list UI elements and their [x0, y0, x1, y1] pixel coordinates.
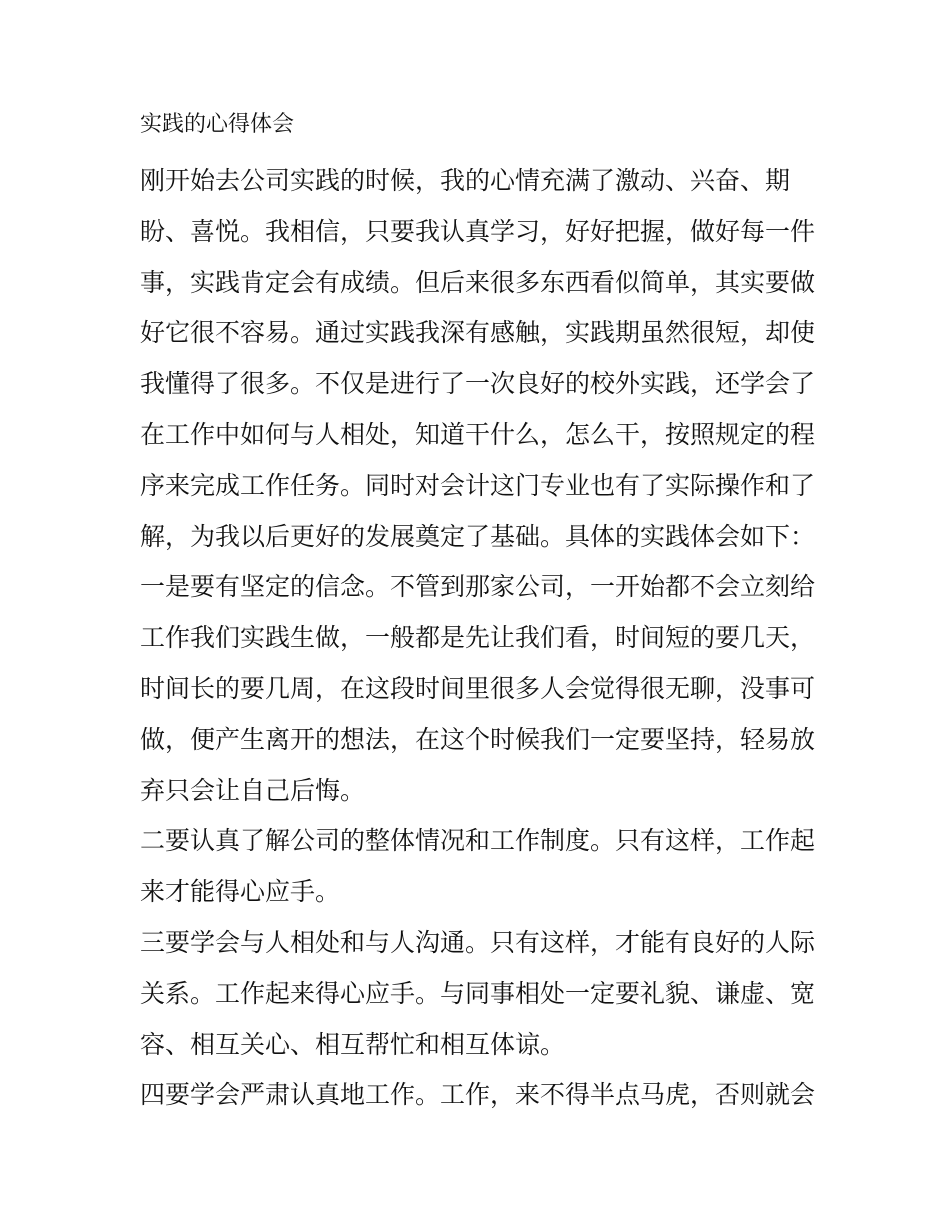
text-line: 关系。工作起来得心应手。与同事相处一定要礼貌、谦虚、宽 — [140, 978, 816, 1008]
text-line: 序来完成工作任务。同时对会计这门专业也有了实际操作和了 — [140, 470, 816, 500]
text-line: 容、相互关心、相互帮忙和相互体谅。 — [140, 1029, 566, 1059]
text-line: 解，为我以后更好的发展奠定了基础。具体的实践体会如下： — [140, 521, 816, 551]
text-line: 好它很不容易。通过实践我深有感触，实践期虽然很短，却使 — [140, 318, 816, 348]
text-line: 盼、喜悦。我相信，只要我认真学习，好好把握，做好每一件 — [140, 216, 816, 246]
paragraph-point-four — [140, 1070, 820, 1121]
paragraph-point-one — [140, 562, 820, 816]
paragraph-point-two — [140, 816, 820, 918]
text-line: 我懂得了很多。不仅是进行了一次良好的校外实践，还学会了 — [140, 369, 816, 399]
text-line: 做，便产生离开的想法，在这个时候我们一定要坚持，轻易放 — [140, 724, 816, 754]
text-line: 事，实践肯定会有成绩。但后来很多东西看似简单，其实要做 — [140, 267, 816, 297]
document-body — [140, 108, 820, 1121]
text-line: 弃只会让自己后悔。 — [140, 775, 366, 805]
text-line: 刚开始去公司实践的时候，我的心情充满了激动、兴奋、期 — [140, 166, 791, 195]
text-line: 在工作中如何与人相处，知道干什么，怎么干，按照规定的程 — [140, 419, 816, 449]
document-title: 实践的心得体会 — [140, 112, 295, 137]
paragraph-point-three — [140, 918, 820, 1070]
text-line: 三要学会与人相处和与人沟通。只有这样，才能有良好的人际 — [140, 927, 816, 957]
text-line: 二要认真了解公司的整体情况和工作制度。只有这样，工作起 — [140, 826, 816, 856]
text-line: 一是要有坚定的信念。不管到那家公司，一开始都不会立刻给 — [140, 572, 816, 602]
text-line: 时间长的要几周，在这段时间里很多人会觉得很无聊，没事可 — [140, 673, 816, 703]
text-line: 来才能得心应手。 — [140, 877, 341, 907]
text-line: 工作我们实践生做，一般都是先让我们看，时间短的要几天， — [140, 623, 816, 653]
text-line: 四要学会严肃认真地工作。工作，来不得半点马虎，否则就会 — [140, 1080, 816, 1110]
paragraph-intro — [140, 156, 820, 562]
